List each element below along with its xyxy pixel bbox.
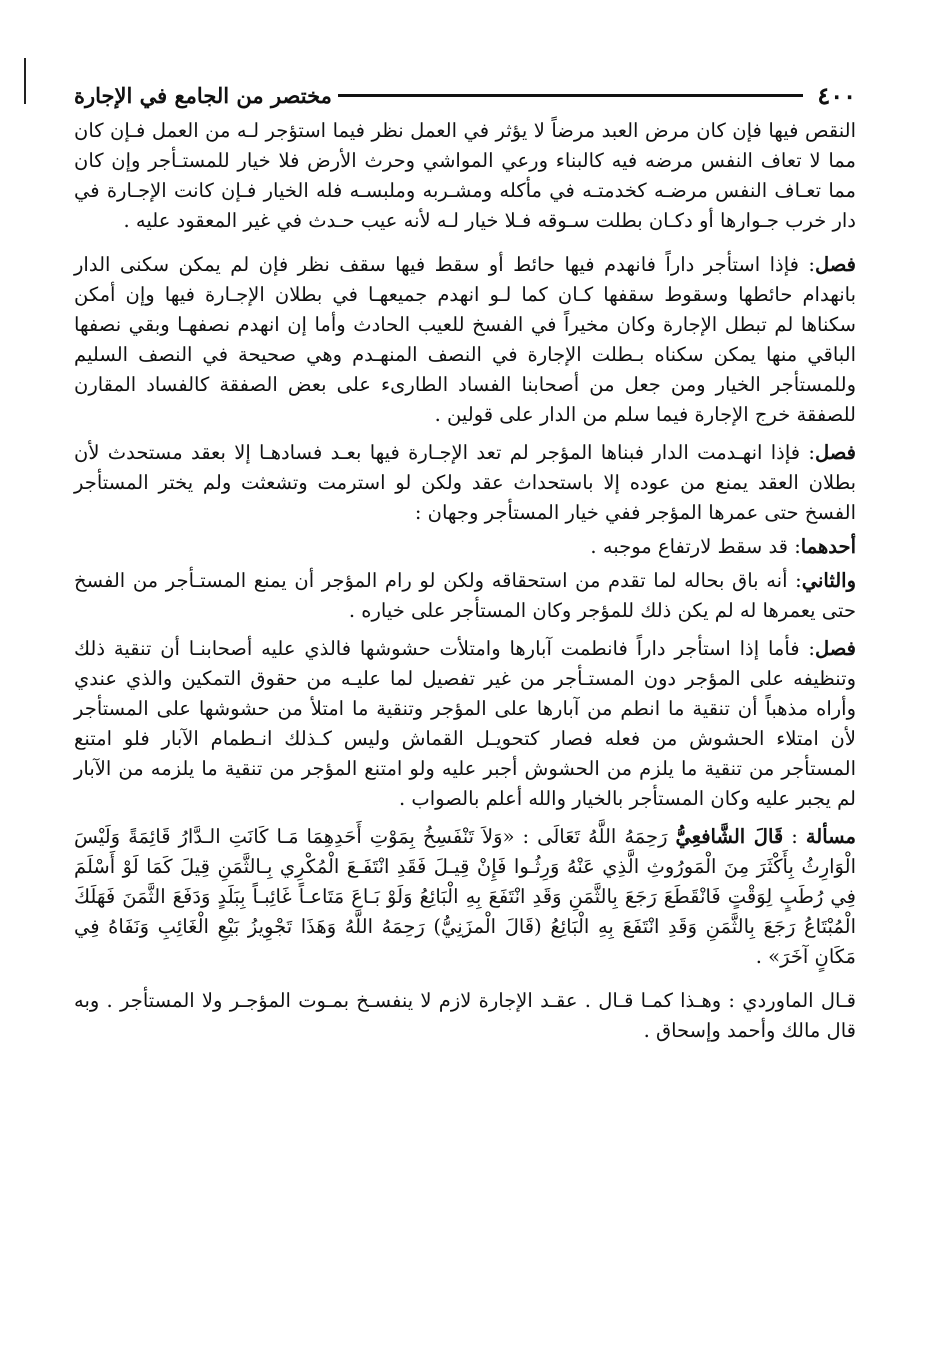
page-number: ٤٠٠ xyxy=(817,80,856,110)
paragraph-text: قـال الماوردي : وهـذا كمـا قـال . عقـد الإجارة لازم لا ينفسـخ بمـوت المؤجـر ولا المستأجر . وبه قال مالك وأحمد وإسحاق . xyxy=(74,989,856,1042)
section-label: فصل xyxy=(815,253,856,276)
masala-shafii xyxy=(74,822,856,972)
label-colon: : xyxy=(783,825,806,848)
paragraph-text: : أنه باق بحاله لما تقدم من استحقاقه ولكن لو رام المؤجر أن يمنع المستـأجر من الفسخ حتى يعمرها له لم يكن ذلك للمؤجر وكان المستأجر على خياره . xyxy=(74,569,856,622)
running-title: مختصر من الجامع في الإجارة xyxy=(74,82,332,108)
paragraph-text: : فإذا استأجر داراً فانهدم فيها حائط أو سقط فيها سقف نظر فإن لم يمكن سكنى الدار بانهدام حائطها وسقوط سقفها كـان كما لـو انهدم جميعهـا في بطلان الإجـارة فيها وإن أمكن سكناها لم تبطل الإجارة وكان مخيراً في الفسخ للعيب الحادث وأما إن انهدم نصفهـا وبقي نصفها الباقي منها يمكن سكناه بـطلت الإجارة في النصف المنهـدم وهي صحيحة في النصف السليم وللمستأجر الخيار ومن جعل من أصحابنا الفساد الطارىء على بعض الصفقة كالفساد المقارن للصفقة خرج الإجارة فيما سلم من الدار على قولين . xyxy=(74,253,856,426)
paragraph-text: : قد سقط لارتفاع موجبه . xyxy=(590,535,801,558)
paragraph-text: : فأما إذا استأجر داراً فانطمت آبارها وامتلأت حشوشها فالذي عليه أصحابنـا أن تنقية ذلك وتنظيفه على المؤجر دون المستـأجر من غير تفصيل لما عليـه من حقوق التمكين والذي عندي وأراه مذهباً أن تنقية ما انطم من آبارها على المؤجر وتنقية ما امتلأ من حشوشها على المستأجر لأن امتلاء الحشوش من فعله فصار كتحويـل القماش وليس كـذلك انـطمام الآبار فلو امتنع المستأجر من تنقية ما يلزم من الحشوش أجبر عليه ولو امتنع المؤجر من تنقية ما يلزمه من الآبار لم يجبر عليه وكان المستأجر بالخيار والله أعلم بالصواب . xyxy=(74,637,856,810)
opinion-label: والثاني xyxy=(801,569,856,592)
opinion-label: أحدهما xyxy=(800,535,856,558)
quoted-text: رَحِمَهُ اللَّهُ تَعَالَى : «وَلاَ تَنْفَسِخُ بِمَوْتِ أَحَدِهِمَا مَـا كَانَتِ الـدَّارُ قَائِمَةً وَلَيْسَ الْوَارِثُ بِأَكْثَرَ مِنَ الْمَورُوثِ الَّذِي عَنْهُ وَرِثُـوا فَإِنْ قِيـلَ فَقَدِ انْتَفَـعَ الْمُكْرِي بِـالثَّمَنِ قِيلَ كَمَا لَوْ أَسْلَمَ فِي رُطَبٍ لِوَقْتٍ فَانْقَطَعَ رَجَعَ بِالثَّمَنِ وَقَدِ انْتَفَعَ بِهِ الْبَائِعُ وَلَوْ بَـاعَ مَتَاعـاً غَائِبـاً بِبَلَدٍ وَدَفَعَ الثَّمَنَ فَهَلَكَ الْمُبْتَاعُ رَجَعَ بِالثَّمَنِ وَقَدِ انْتَفَعَ بِهِ الْبَائِعُ (قَالَ الْمزَنِيُّ) رَحِمَهُ اللَّهُ وَهَذَا تَجْوِيزُ بَيْعِ الْغَائِبِ وَنَفَاهُ فِي مَكَانٍ آخَرَ» . xyxy=(74,825,856,968)
paragraph-text: : فإذا انهـدمت الدار فبناها المؤجر لم تعد الإجـارة فيها بعـد فسادهـا إلا بعقد مستحدث لأن بطلان العقد يمنع من عوده إلا باستحداث عقد ولكن لو استرمت وتشعثت ولم يختر المستأجر الفسخ حتى عمرها المؤجر ففي خيار المستأجر وجهان : xyxy=(74,441,856,524)
masala-label: مسألة xyxy=(805,825,856,848)
section-label: فصل xyxy=(815,637,856,660)
header-rule xyxy=(338,94,803,97)
section-fasl-rebuild xyxy=(74,438,856,528)
book-page xyxy=(74,76,856,1046)
section-label: فصل xyxy=(815,441,856,464)
commentary-mawardi xyxy=(74,986,856,1046)
scholar-name: قَالَ الشَّافعِيُّ xyxy=(675,825,784,848)
paragraph-continuation xyxy=(74,116,856,236)
opinion-second xyxy=(74,566,856,626)
opinion-first xyxy=(74,532,856,562)
margin-mark xyxy=(24,58,26,104)
section-fasl-wells xyxy=(74,634,856,814)
section-fasl-collapse xyxy=(74,250,856,430)
page-header xyxy=(74,76,856,114)
paragraph-text: النقص فيها فإن كان مرض العبد مرضاً لا يؤثر في العمل نظر فيما استؤجر لـه من العمل فـإن كان مما لا تعاف النفس مرضه فيه كالبناء ورعي المواشي وحرث الأرض فلا خيار للمستـأجر وإن كان مما تعـاف النفس مرضـه كخدمتـه في مأكله ومشـربه وملبسـه فله الخيار فـإن كانت الإجـارة في دار خرب جـوارها أو دكـان بطلت سـوقه فـلا خيار لـه لأنه عيب حـدث في غير المعقود عليه . xyxy=(74,119,856,232)
